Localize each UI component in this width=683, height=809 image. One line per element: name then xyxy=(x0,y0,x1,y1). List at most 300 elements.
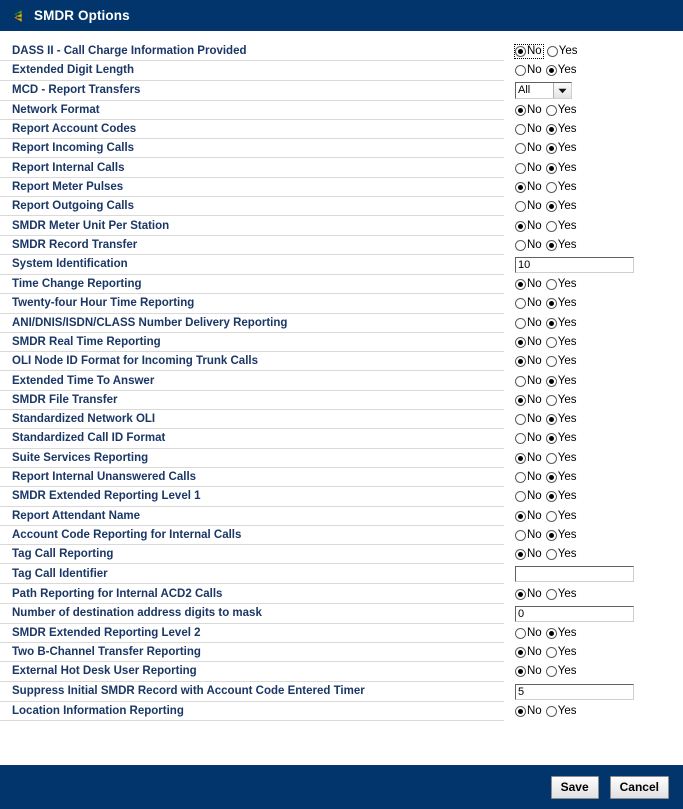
option-label-cell xyxy=(0,643,504,662)
option-label: Extended Time To Answer xyxy=(12,374,155,387)
radio-button-yes-icon[interactable] xyxy=(546,163,557,174)
options-row-list xyxy=(0,42,683,721)
option-label: SMDR Record Transfer xyxy=(12,238,138,251)
radio-option-no[interactable] xyxy=(515,627,542,640)
option-label-cell xyxy=(0,624,504,643)
radio-option-yes[interactable] xyxy=(546,162,577,175)
radio-label-yes: Yes xyxy=(557,180,577,193)
radio-option-no[interactable] xyxy=(515,646,542,659)
yes-no-radio-group xyxy=(515,104,576,117)
option-label: Time Change Reporting xyxy=(12,278,142,291)
option-label-cell xyxy=(0,564,504,584)
radio-label-yes: Yes xyxy=(557,646,577,659)
option-control-cell xyxy=(504,449,683,468)
option-control-cell xyxy=(504,662,683,681)
yes-no-radio-group xyxy=(515,646,576,659)
option-label-cell xyxy=(0,352,504,371)
radio-label-yes: Yes xyxy=(557,142,577,155)
yes-no-radio-group xyxy=(515,394,576,407)
radio-option-yes[interactable] xyxy=(546,336,577,349)
radio-button-no-icon[interactable] xyxy=(515,395,526,406)
radio-option-no[interactable] xyxy=(515,705,542,718)
option-label-cell xyxy=(0,178,504,197)
radio-option-yes[interactable] xyxy=(546,665,577,678)
option-label: Standardized Network OLI xyxy=(12,413,156,426)
option-row xyxy=(0,604,683,624)
radio-option-no[interactable] xyxy=(515,336,542,349)
radio-label-yes: Yes xyxy=(557,297,577,310)
option-control-cell xyxy=(504,314,683,333)
radio-option-yes[interactable] xyxy=(546,452,577,465)
radio-label-yes: Yes xyxy=(557,490,577,503)
radio-label-no: No xyxy=(527,490,542,503)
option-label: Network Format xyxy=(12,103,100,116)
radio-option-no[interactable] xyxy=(515,297,542,310)
radio-label-no: No xyxy=(527,646,542,659)
radio-button-yes-icon[interactable] xyxy=(546,453,557,464)
radio-button-yes-icon[interactable] xyxy=(546,530,557,541)
option-control-cell xyxy=(504,682,683,702)
radio-button-yes-icon[interactable] xyxy=(546,182,557,193)
chevron-down-icon[interactable] xyxy=(553,83,571,98)
option-row xyxy=(0,275,683,294)
option-control-cell xyxy=(504,255,683,275)
radio-label-no: No xyxy=(527,161,542,174)
radio-button-yes-icon[interactable] xyxy=(546,124,557,135)
yes-no-radio-group xyxy=(515,162,576,175)
option-control-cell xyxy=(504,61,683,80)
option-row xyxy=(0,42,683,61)
radio-button-no-icon[interactable] xyxy=(515,240,526,251)
option-label-cell xyxy=(0,216,504,235)
option-dropdown[interactable] xyxy=(515,82,572,99)
yes-no-radio-group xyxy=(515,705,576,718)
option-control-cell xyxy=(504,564,683,584)
radio-button-yes-icon[interactable] xyxy=(546,356,557,367)
option-label-cell xyxy=(0,158,504,177)
option-row xyxy=(0,352,683,371)
radio-label-no: No xyxy=(527,278,542,291)
radio-button-no-icon[interactable] xyxy=(515,589,526,600)
option-control-cell xyxy=(504,584,683,603)
option-control-cell xyxy=(504,178,683,197)
radio-button-yes-icon[interactable] xyxy=(546,511,557,522)
radio-button-yes-icon[interactable] xyxy=(546,240,557,251)
radio-label-yes: Yes xyxy=(557,219,577,232)
radio-label-no: No xyxy=(527,413,542,426)
option-text-input[interactable] xyxy=(515,566,634,582)
radio-option-no[interactable] xyxy=(515,200,542,213)
radio-button-yes-icon[interactable] xyxy=(546,706,557,717)
yes-no-radio-group xyxy=(515,588,576,601)
option-label: Suite Services Reporting xyxy=(12,451,149,464)
radio-label-yes: Yes xyxy=(557,123,577,136)
radio-button-yes-icon[interactable] xyxy=(546,105,557,116)
option-label: SMDR Extended Reporting Level 1 xyxy=(12,490,201,503)
radio-option-yes[interactable] xyxy=(546,355,577,368)
radio-label-yes: Yes xyxy=(557,278,577,291)
radio-option-no[interactable] xyxy=(515,317,542,330)
radio-option-yes[interactable] xyxy=(546,432,577,445)
option-text-input[interactable] xyxy=(515,257,634,273)
option-label-cell xyxy=(0,545,504,564)
option-label: Report Account Codes xyxy=(12,123,137,136)
radio-option-no[interactable] xyxy=(515,45,543,58)
radio-label-yes: Yes xyxy=(557,355,577,368)
radio-option-yes[interactable] xyxy=(546,297,577,310)
radio-button-no-icon[interactable] xyxy=(515,549,526,560)
option-row xyxy=(0,236,683,255)
radio-label-no: No xyxy=(527,103,542,116)
radio-button-yes-icon[interactable] xyxy=(546,298,557,309)
option-row xyxy=(0,545,683,564)
radio-option-yes[interactable] xyxy=(546,123,577,136)
radio-label-yes: Yes xyxy=(557,528,577,541)
option-label-cell xyxy=(0,255,504,275)
option-row xyxy=(0,197,683,216)
radio-button-yes-icon[interactable] xyxy=(546,549,557,560)
radio-option-yes[interactable] xyxy=(546,317,577,330)
option-control-cell xyxy=(504,624,683,643)
radio-button-no-icon[interactable] xyxy=(515,201,526,212)
radio-button-no-icon[interactable] xyxy=(515,46,526,57)
radio-option-yes[interactable] xyxy=(546,548,577,561)
radio-button-yes-icon[interactable] xyxy=(546,395,557,406)
option-control-cell xyxy=(504,371,683,390)
option-label: OLI Node ID Format for Incoming Trunk Calls xyxy=(12,355,258,368)
option-label: DASS II - Call Charge Information Provided xyxy=(12,45,247,58)
radio-option-yes[interactable] xyxy=(546,413,577,426)
radio-option-no[interactable] xyxy=(515,220,542,233)
radio-label-yes: Yes xyxy=(557,587,577,600)
radio-button-yes-icon[interactable] xyxy=(546,337,557,348)
radio-button-yes-icon[interactable] xyxy=(546,414,557,425)
option-control-cell xyxy=(504,139,683,158)
radio-option-no[interactable] xyxy=(515,510,542,523)
yes-no-radio-group xyxy=(515,375,576,388)
option-control-cell xyxy=(504,158,683,177)
radio-option-no[interactable] xyxy=(515,355,542,368)
option-row xyxy=(0,216,683,235)
radio-option-no[interactable] xyxy=(515,375,542,388)
radio-button-yes-icon[interactable] xyxy=(546,472,557,483)
option-control-cell xyxy=(504,275,683,294)
option-row xyxy=(0,643,683,662)
radio-button-no-icon[interactable] xyxy=(515,337,526,348)
option-row xyxy=(0,314,683,333)
radio-option-yes[interactable] xyxy=(546,104,577,117)
radio-label-yes: Yes xyxy=(557,200,577,213)
radio-option-no[interactable] xyxy=(515,142,542,155)
window-titlebar xyxy=(0,0,683,31)
radio-option-yes[interactable] xyxy=(546,239,577,252)
radio-button-no-icon[interactable] xyxy=(515,105,526,116)
option-label-cell xyxy=(0,61,504,80)
option-control-cell xyxy=(504,101,683,120)
option-row xyxy=(0,158,683,177)
option-control-cell xyxy=(504,526,683,545)
radio-option-yes[interactable] xyxy=(546,471,577,484)
option-label: Report Outgoing Calls xyxy=(12,200,135,213)
radio-option-no[interactable] xyxy=(515,529,542,542)
option-row xyxy=(0,487,683,506)
radio-option-no[interactable] xyxy=(515,490,542,503)
option-control-cell xyxy=(504,42,683,61)
radio-label-yes: Yes xyxy=(557,161,577,174)
radio-button-no-icon[interactable] xyxy=(515,491,526,502)
radio-option-no[interactable] xyxy=(515,394,542,407)
radio-button-no-icon[interactable] xyxy=(515,706,526,717)
option-row xyxy=(0,682,683,702)
radio-button-no-icon[interactable] xyxy=(515,124,526,135)
radio-option-yes[interactable] xyxy=(546,142,577,155)
option-control-cell xyxy=(504,604,683,624)
radio-button-no-icon[interactable] xyxy=(515,65,526,76)
radio-option-no[interactable] xyxy=(515,278,542,291)
radio-option-yes[interactable] xyxy=(546,220,577,233)
radio-option-yes[interactable] xyxy=(546,588,577,601)
radio-label-no: No xyxy=(527,528,542,541)
save-button[interactable]: Save xyxy=(551,776,599,799)
radio-button-no-icon[interactable] xyxy=(515,318,526,329)
yes-no-radio-group xyxy=(515,548,576,561)
radio-button-no-icon[interactable] xyxy=(515,163,526,174)
yes-no-radio-group xyxy=(515,297,576,310)
radio-label-yes: Yes xyxy=(557,393,577,406)
radio-label-yes: Yes xyxy=(557,103,577,116)
radio-button-yes-icon[interactable] xyxy=(546,433,557,444)
option-label-cell xyxy=(0,429,504,448)
yes-no-radio-group xyxy=(515,355,576,368)
radio-button-no-icon[interactable] xyxy=(515,666,526,677)
radio-option-yes[interactable] xyxy=(546,510,577,523)
option-text-input[interactable] xyxy=(515,606,634,622)
radio-option-yes[interactable] xyxy=(546,181,577,194)
radio-option-yes[interactable] xyxy=(546,627,577,640)
option-control-cell xyxy=(504,81,683,101)
radio-option-yes[interactable] xyxy=(546,394,577,407)
radio-option-yes[interactable] xyxy=(546,646,577,659)
radio-button-no-icon[interactable] xyxy=(515,221,526,232)
option-label-cell xyxy=(0,333,504,352)
radio-option-no[interactable] xyxy=(515,548,542,561)
radio-label-no: No xyxy=(527,626,542,639)
yes-no-radio-group xyxy=(515,336,576,349)
radio-button-yes-icon[interactable] xyxy=(546,376,557,387)
option-label: Location Information Reporting xyxy=(12,704,184,717)
radio-label-yes: Yes xyxy=(557,451,577,464)
radio-button-no-icon[interactable] xyxy=(515,356,526,367)
radio-label-no: No xyxy=(527,704,542,717)
radio-option-yes[interactable] xyxy=(546,278,577,291)
radio-label-yes: Yes xyxy=(557,665,577,678)
radio-button-no-icon[interactable] xyxy=(515,143,526,154)
radio-option-yes[interactable] xyxy=(546,490,577,503)
option-label: ANI/DNIS/ISDN/CLASS Number Delivery Reporting xyxy=(12,316,288,329)
radio-label-yes: Yes xyxy=(557,471,577,484)
option-label: Report Meter Pulses xyxy=(12,180,124,193)
radio-button-yes-icon[interactable] xyxy=(546,143,557,154)
option-label: Suppress Initial SMDR Record with Account Code Entered Timer xyxy=(12,685,365,698)
option-label-cell xyxy=(0,702,504,721)
radio-option-no[interactable] xyxy=(515,123,542,136)
radio-button-no-icon[interactable] xyxy=(515,433,526,444)
radio-label-yes: Yes xyxy=(557,374,577,387)
radio-option-no[interactable] xyxy=(515,588,542,601)
option-control-cell xyxy=(504,391,683,410)
radio-label-no: No xyxy=(527,219,542,232)
option-label: Report Internal Unanswered Calls xyxy=(12,471,197,484)
option-text-input[interactable] xyxy=(515,684,634,700)
option-label: Two B-Channel Transfer Reporting xyxy=(12,646,201,659)
radio-button-yes-icon[interactable] xyxy=(546,201,557,212)
option-control-cell xyxy=(504,216,683,235)
radio-option-yes[interactable] xyxy=(547,45,578,58)
radio-option-yes[interactable] xyxy=(546,705,577,718)
radio-option-no[interactable] xyxy=(515,181,542,194)
radio-button-yes-icon[interactable] xyxy=(546,491,557,502)
option-label-cell xyxy=(0,584,504,603)
yes-no-radio-group xyxy=(515,510,576,523)
yes-no-radio-group xyxy=(515,64,576,77)
yes-no-radio-group xyxy=(515,665,576,678)
radio-button-yes-icon[interactable] xyxy=(546,666,557,677)
option-label-cell xyxy=(0,101,504,120)
option-label-cell xyxy=(0,139,504,158)
option-row xyxy=(0,410,683,429)
radio-label-no: No xyxy=(527,355,542,368)
option-label: Report Internal Calls xyxy=(12,161,125,174)
radio-option-no[interactable] xyxy=(515,471,542,484)
radio-button-yes-icon[interactable] xyxy=(546,221,557,232)
option-row xyxy=(0,294,683,313)
option-label: Extended Digit Length xyxy=(12,64,135,77)
radio-button-no-icon[interactable] xyxy=(515,298,526,309)
radio-label-no: No xyxy=(527,336,542,348)
radio-option-yes[interactable] xyxy=(546,375,577,388)
radio-label-yes: Yes xyxy=(558,45,578,58)
option-label-cell xyxy=(0,468,504,487)
option-label-cell xyxy=(0,526,504,545)
option-control-cell xyxy=(504,352,683,371)
radio-button-yes-icon[interactable] xyxy=(546,318,557,329)
radio-label-no: No xyxy=(527,509,542,522)
radio-option-yes[interactable] xyxy=(546,200,577,213)
option-label: Standardized Call ID Format xyxy=(12,432,166,445)
radio-option-yes[interactable] xyxy=(546,529,577,542)
option-control-cell xyxy=(504,507,683,526)
option-label-cell xyxy=(0,236,504,255)
radio-button-yes-icon[interactable] xyxy=(546,647,557,658)
option-row xyxy=(0,624,683,643)
option-label: SMDR Meter Unit Per Station xyxy=(12,219,170,232)
option-label-cell xyxy=(0,449,504,468)
radio-label-yes: Yes xyxy=(557,413,577,426)
option-control-cell xyxy=(504,643,683,662)
radio-button-yes-icon[interactable] xyxy=(546,589,557,600)
radio-button-yes-icon[interactable] xyxy=(546,279,557,290)
radio-button-yes-icon[interactable] xyxy=(547,46,558,57)
option-label: SMDR Real Time Reporting xyxy=(12,336,161,348)
radio-label-yes: Yes xyxy=(557,626,577,639)
radio-option-no[interactable] xyxy=(515,665,542,678)
radio-option-no[interactable] xyxy=(515,432,542,445)
radio-button-no-icon[interactable] xyxy=(515,647,526,658)
radio-button-yes-icon[interactable] xyxy=(546,65,557,76)
option-label-cell xyxy=(0,120,504,139)
radio-button-yes-icon[interactable] xyxy=(546,628,557,639)
yes-no-radio-group xyxy=(515,181,576,194)
option-label-cell xyxy=(0,275,504,294)
option-label-cell xyxy=(0,81,504,101)
radio-button-no-icon[interactable] xyxy=(515,279,526,290)
option-row xyxy=(0,81,683,101)
radio-option-no[interactable] xyxy=(515,452,542,465)
radio-option-no[interactable] xyxy=(515,64,542,77)
radio-option-no[interactable] xyxy=(515,413,542,426)
option-row xyxy=(0,584,683,603)
yes-no-radio-group xyxy=(515,529,576,542)
radio-label-no: No xyxy=(527,180,542,193)
radio-label-no: No xyxy=(527,316,542,329)
radio-button-no-icon[interactable] xyxy=(515,453,526,464)
yes-no-radio-group xyxy=(515,490,576,503)
option-label-cell xyxy=(0,487,504,506)
option-control-cell xyxy=(504,487,683,506)
radio-button-no-icon[interactable] xyxy=(515,376,526,387)
option-row xyxy=(0,120,683,139)
radio-button-no-icon[interactable] xyxy=(515,511,526,522)
cancel-button[interactable]: Cancel xyxy=(610,776,669,799)
option-label: SMDR File Transfer xyxy=(12,393,118,406)
option-row xyxy=(0,139,683,158)
option-row xyxy=(0,255,683,275)
option-label-cell xyxy=(0,42,504,61)
option-control-cell xyxy=(504,545,683,564)
radio-label-yes: Yes xyxy=(557,238,577,251)
radio-option-no[interactable] xyxy=(515,162,542,175)
radio-option-yes[interactable] xyxy=(546,64,577,77)
radio-option-no[interactable] xyxy=(515,239,542,252)
radio-option-no[interactable] xyxy=(515,104,542,117)
option-label: Number of destination address digits to mask xyxy=(12,607,262,620)
radio-button-no-icon[interactable] xyxy=(515,414,526,425)
radio-label-no: No xyxy=(527,297,542,310)
window-title: SMDR Options xyxy=(34,8,130,23)
option-label: SMDR Extended Reporting Level 2 xyxy=(12,626,201,639)
option-label: MCD - Report Transfers xyxy=(12,84,141,97)
option-label-cell xyxy=(0,314,504,333)
window-footer xyxy=(0,765,683,809)
dropdown-selected-value: All xyxy=(518,84,531,97)
option-label-cell xyxy=(0,682,504,702)
radio-label-no: No xyxy=(527,432,542,445)
radio-label-no: No xyxy=(527,238,542,251)
yes-no-radio-group xyxy=(515,452,576,465)
radio-label-no: No xyxy=(527,123,542,136)
radio-button-no-icon[interactable] xyxy=(515,182,526,193)
radio-button-no-icon[interactable] xyxy=(515,628,526,639)
radio-button-no-icon[interactable] xyxy=(515,472,526,483)
option-label-cell xyxy=(0,507,504,526)
radio-button-no-icon[interactable] xyxy=(515,530,526,541)
option-row xyxy=(0,61,683,80)
yes-no-radio-group xyxy=(515,200,576,213)
radio-label-no: No xyxy=(527,665,542,678)
option-label: Tag Call Reporting xyxy=(12,548,114,561)
radio-label-no: No xyxy=(527,374,542,387)
option-control-cell xyxy=(504,429,683,448)
